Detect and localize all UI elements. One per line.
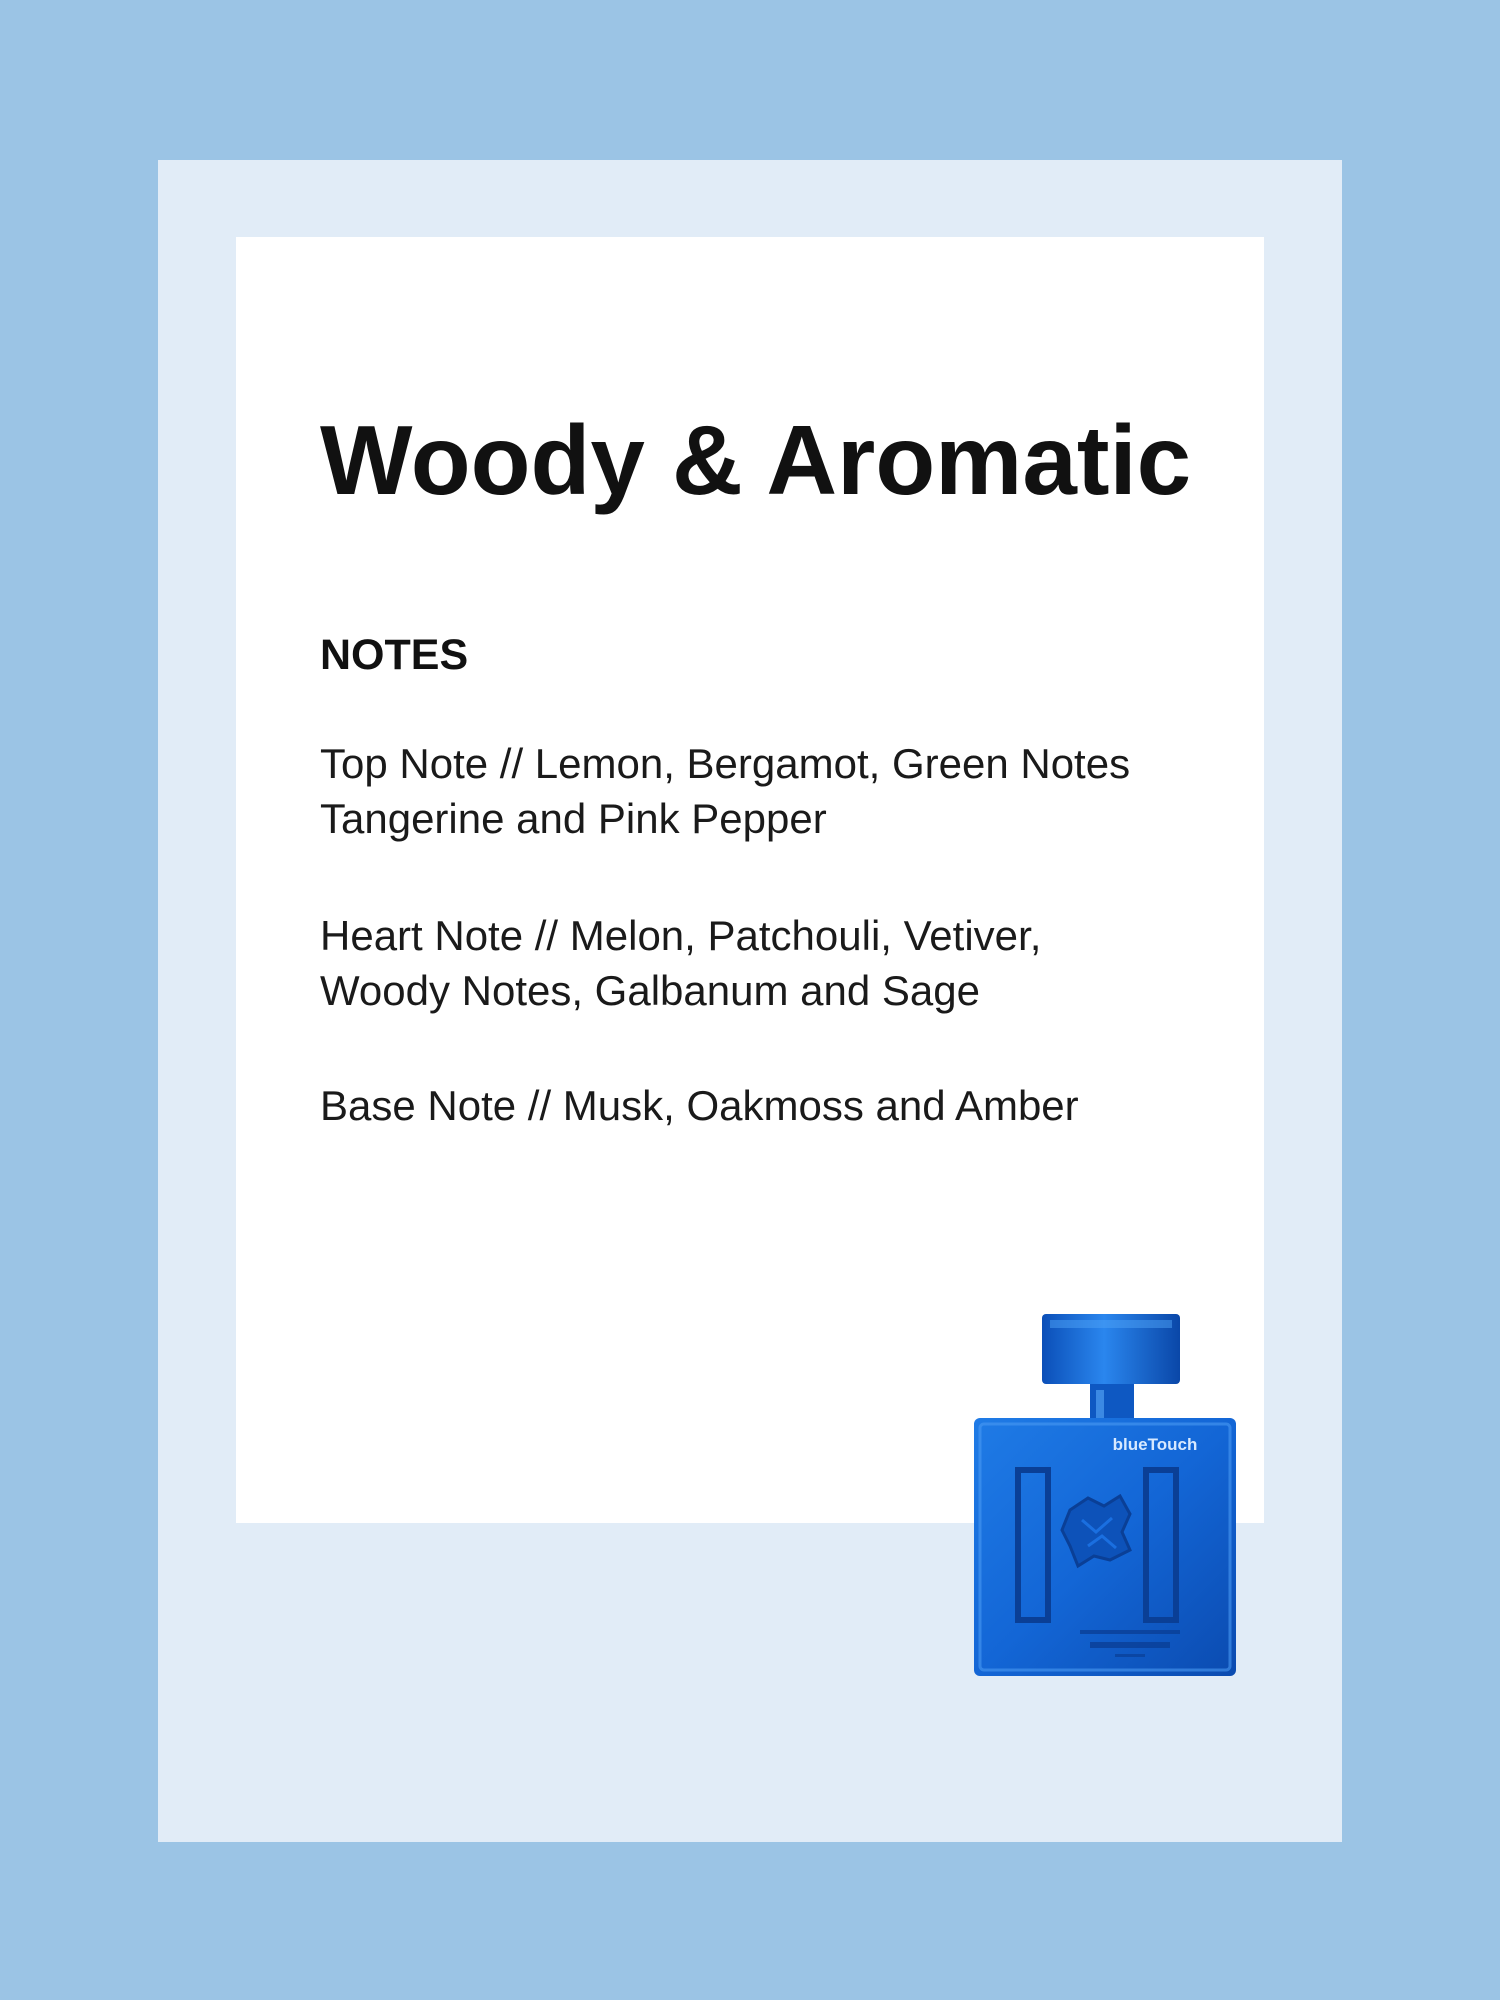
- base-note-line-1: Base Note // Musk, Oakmoss and Amber: [320, 1082, 1079, 1129]
- top-note-line-1: Top Note // Lemon, Bergamot, Green Notes: [320, 740, 1131, 787]
- top-note-line-2: Tangerine and Pink Pepper: [320, 795, 827, 842]
- base-note: [320, 1078, 1079, 1133]
- heart-note: [320, 908, 1041, 1018]
- notes-heading: NOTES: [320, 631, 469, 679]
- perfume-bottle-image: [970, 1310, 1240, 1680]
- page-title: Woody & Aromatic: [320, 405, 1192, 515]
- bottle-label: blueTouch: [1112, 1435, 1198, 1454]
- top-note: [320, 736, 1130, 846]
- heart-note-line-2: Woody Notes, Galbanum and Sage: [320, 967, 980, 1014]
- heart-note-line-1: Heart Note // Melon, Patchouli, Vetiver,: [320, 912, 1042, 959]
